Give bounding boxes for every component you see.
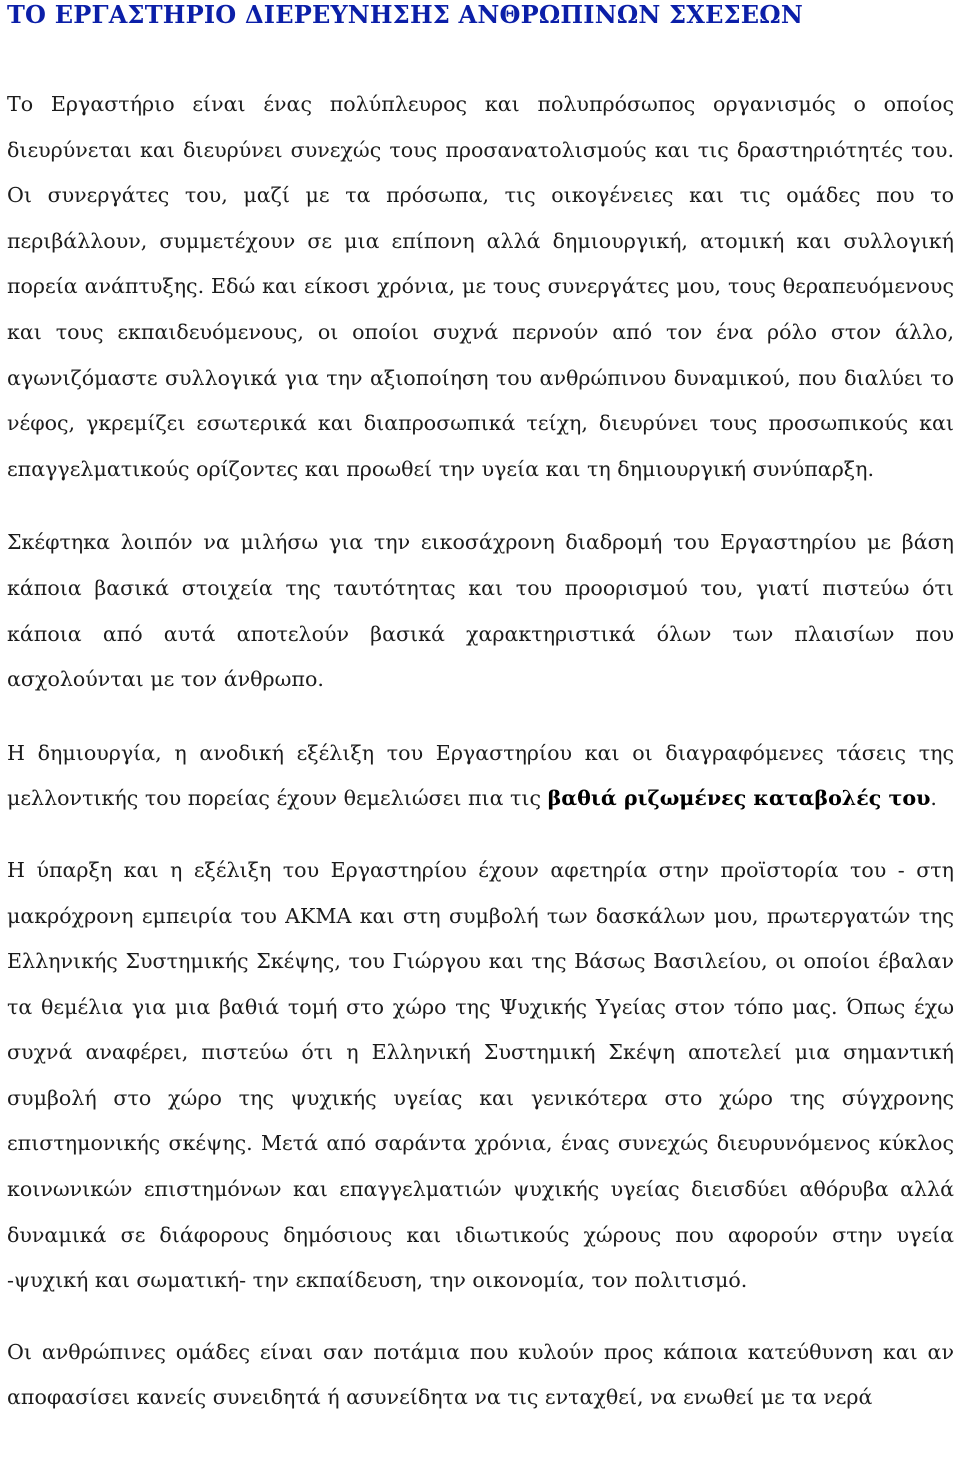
paragraph-roots [7, 731, 954, 822]
paragraph-intro: Το Εργαστήριο είναι ένας πολύπλευρος και πολυπρόσωπος οργανισμός ο οποίος διευρύνεται και διευρύνει συνεχώς τους προσανατολισμούς και τις δραστηριότητές του. Οι συνεργάτες του, μαζί με τα πρόσωπα, τις οικογένειες και τις ομάδες που το περιβάλλουν, συμμετέχουν σε μια επίπονη αλλά δημιουργική, ατομική και συλλογική πορεία ανάπτυξης. Εδώ και είκοσι χρόνια, με τους συνεργάτες μου, τους θεραπευόμενους και τους εκπαιδευόμενους, οι οποίοι συχνά περνούν από τον ένα ρόλο στον άλλο, αγωνιζόμαστε συλλογικά για την αξιοποίηση του ανθρώπινου δυναμικού, που διαλύει το νέφος, γκρεμίζει εσωτερικά και διαπροσωπικά τείχη, διευρύνει τους προσωπικούς και επαγγελματικούς ορίζοντες και προωθεί την υγεία και τη δημιουργική συνύπαρξη. [7, 92, 954, 481]
paragraph-groups: Οι ανθρώπινες ομάδες είναι σαν ποτάμια που κυλούν προς κάποια κατεύθυνση και αν αποφασίσει κανείς συνειδητά ή ασυνείδητα να τις ενταχθεί, να ενωθεί με τα νερά [7, 1339, 954, 1410]
paragraph-journey: Σκέφτηκα λοιπόν να μιλήσω για την εικοσάχρονη διαδρομή του Εργαστηρίου με βάση κάποια βασικά στοιχεία της ταυτότητας και του προορισμού του, γιατί πιστεύω ότι κάποια από αυτά αποτελούν βασικά χαρακτηριστικά όλων των πλαισίων που ασχολούνται με τον άνθρωπο. [7, 530, 954, 692]
paragraph-roots-end: . [930, 786, 937, 811]
paragraph-roots-bold: βαθιά ριζωμένες καταβολές του [547, 786, 931, 811]
document-title: ΤΟ ΕΡΓΑΣΤΗΡΙΟ ΔΙΕΡΕΥΝΗΣΗΣ ΑΝΘΡΩΠΙΝΩΝ ΣΧΕΣΕΩΝ [7, 0, 803, 29]
paragraph-roots-text: Η δημιουργία, η ανοδική εξέλιξη του Εργαστηρίου και οι διαγραφόμενες τάσεις της μελλοντικής του πορείας έχουν θεμελιώσει πια τις [7, 740, 954, 811]
paragraph-history: Η ύπαρξη και η εξέλιξη του Εργαστηρίου έχουν αφετηρία στην προϊστορία του - στη μακρόχρονη εμπειρία του ΑΚΜΑ και στη συμβολή των δασκάλων μου, πρωτεργατών της Ελληνικής Συστημικής Σκέψης, του Γιώργου και της Βάσως Βασιλείου, οι οποίοι έβαλαν τα θεμέλια για μια βαθιά τομή στο χώρο της Ψυχικής Υγείας στον τόπο μας. Όπως έχω συχνά αναφέρει, πιστεύω ότι η Ελληνική Συστημική Σκέψη αποτελεί μια σημαντική συμβολή στο χώρο της ψυχικής υγείας και γενικότερα στο χώρο της σύγχρονης επιστημονικής σκέψης. Μετά από σαράντα χρόνια, ένας συνεχώς διευρυνόμενος κύκλος κοινωνικών επιστημόνων και επαγγελματιών ψυχικής υγείας διεισδύει αθόρυβα αλλά δυναμικά σε διάφορους δημόσιους και ιδιωτικούς χώρους που αφορούν στην υγεία -ψυχική και σωματική- την εκπαίδευση, την οικονομία, τον πολιτισμό. [7, 857, 954, 1293]
document-page [7, 0, 954, 1421]
